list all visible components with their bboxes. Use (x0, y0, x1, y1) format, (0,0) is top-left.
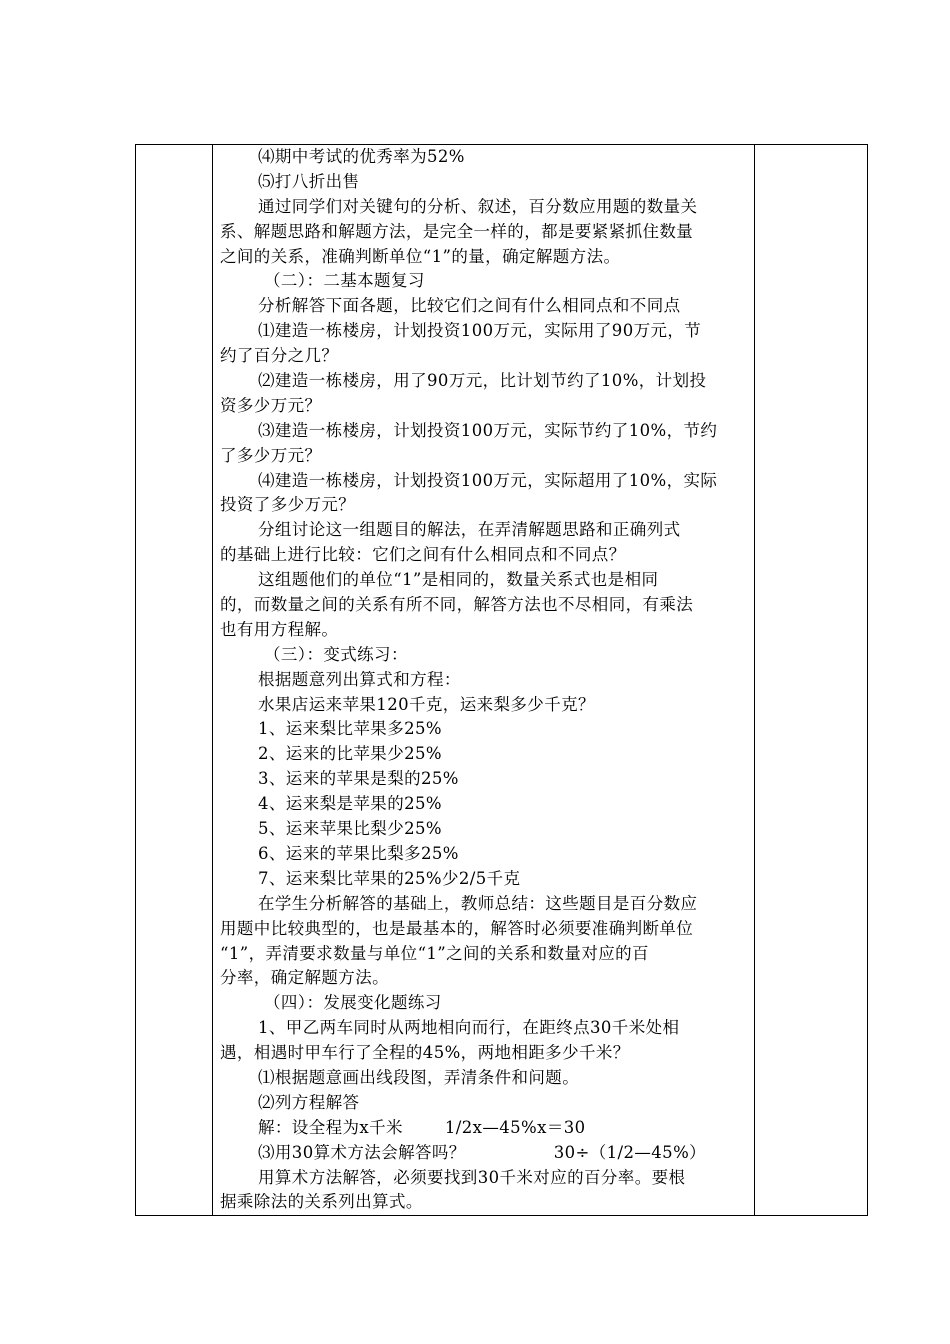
text-line: 遇，相遇时甲车行了全程的45%，两地相距多少千米？ (220, 1043, 630, 1063)
text-line: 的基础上进行比较：它们之间有什么相同点和不同点？ (220, 545, 626, 565)
equation-line (220, 1116, 740, 1141)
text-line: 分析解答下面各题，比较它们之间有什么相同点和不同点 (258, 296, 681, 316)
text-line: 的，而数量之间的关系有所不同，解答方法也不尽相同，有乘法 (220, 595, 694, 615)
text-line: 投资了多少万元？ (220, 495, 356, 515)
text-line: 在学生分析解答的基础上，教师总结：这些题目是百分数应 (258, 893, 698, 913)
section-heading: （四）：发展变化题练习 (264, 993, 442, 1013)
list-item: 3、运来的苹果是梨的25% (258, 769, 459, 789)
text-line: ⑸打八折出售 (258, 171, 360, 191)
text-line: ⑵建造一栋楼房，用了90万元，比计划节约了10%，计划投 (258, 371, 707, 391)
equation-setup: 解：设全程为x千米 (258, 1117, 403, 1137)
text-line: 约了百分之几？ (220, 346, 339, 366)
text-line: 了多少万元？ (220, 445, 322, 465)
arithmetic-question: ⑶用30算术方法会解答吗？ (258, 1142, 466, 1162)
text-line: 1、甲乙两车同时从两地相向而行，在距终点30千米处相 (258, 1018, 680, 1038)
content-cell (220, 145, 740, 1215)
equation-formula: 1/2x—45%x＝30 (444, 1117, 586, 1137)
text-line: 水果店运来苹果120千克，运来梨多少千克？ (258, 694, 595, 714)
right-column-cell (754, 145, 867, 1215)
text-line: 系、解题思路和解题方法，是完全一样的，都是要紧紧抓住数量 (220, 221, 694, 241)
text-line: 这组题他们的单位“1”是相同的，数量关系式也是相同 (258, 570, 659, 590)
text-line: ⑵列方程解答 (258, 1092, 360, 1112)
text-line: 据乘除法的关系列出算式。 (220, 1192, 423, 1212)
text-line: 分组讨论这一组题目的解法，在弄清解题思路和正确列式 (258, 520, 681, 540)
left-column-cell (136, 145, 213, 1215)
list-item: 5、运来苹果比梨少25% (258, 819, 442, 839)
text-line: ⑴根据题意画出线段图，弄清条件和问题。 (258, 1067, 580, 1087)
section-heading: （二）：二基本题复习 (264, 271, 425, 291)
lesson-table (135, 144, 868, 1216)
list-item: 6、运来的苹果比梨多25% (258, 843, 459, 863)
list-item: 1、运来梨比苹果多25% (258, 719, 442, 739)
text-line: ⑷期中考试的优秀率为52% (258, 147, 465, 166)
text-line: 用题中比较典型的，也是最基本的，解答时必须要准确判断单位 (220, 918, 694, 938)
list-item: 7、运来梨比苹果的25%少2/5千克 (258, 868, 521, 888)
text-line: 资多少万元？ (220, 395, 322, 415)
text-line: 分率，确定解题方法。 (220, 968, 389, 988)
list-item: 2、运来的比苹果少25% (258, 744, 442, 764)
text-line: ⑶建造一栋楼房，计划投资100万元，实际节约了10%，节约 (258, 420, 718, 440)
arithmetic-line (220, 1141, 740, 1166)
text-line: “1”，弄清要求数量与单位“1”之间的关系和数量对应的百 (220, 943, 649, 963)
list-item: 4、运来梨是苹果的25% (258, 794, 442, 814)
arithmetic-formula: 30÷（1/2—45%） (553, 1142, 707, 1162)
text-line: 之间的关系，准确判断单位“1”的量，确定解题方法。 (220, 246, 621, 266)
text-line: 通过同学们对关键句的分析、叙述，百分数应用题的数量关 (258, 196, 698, 216)
text-line: 用算术方法解答，必须要找到30千米对应的百分率。要根 (258, 1167, 686, 1187)
text-line: 也有用方程解。 (220, 619, 339, 639)
text-line: 根据题意列出算式和方程： (258, 669, 461, 689)
section-heading: （三）：变式练习： (264, 644, 408, 664)
text-line: ⑷建造一栋楼房，计划投资100万元，实际超用了10%，实际 (258, 470, 718, 490)
text-line: ⑴建造一栋楼房，计划投资100万元，实际用了90万元，节 (258, 321, 702, 341)
